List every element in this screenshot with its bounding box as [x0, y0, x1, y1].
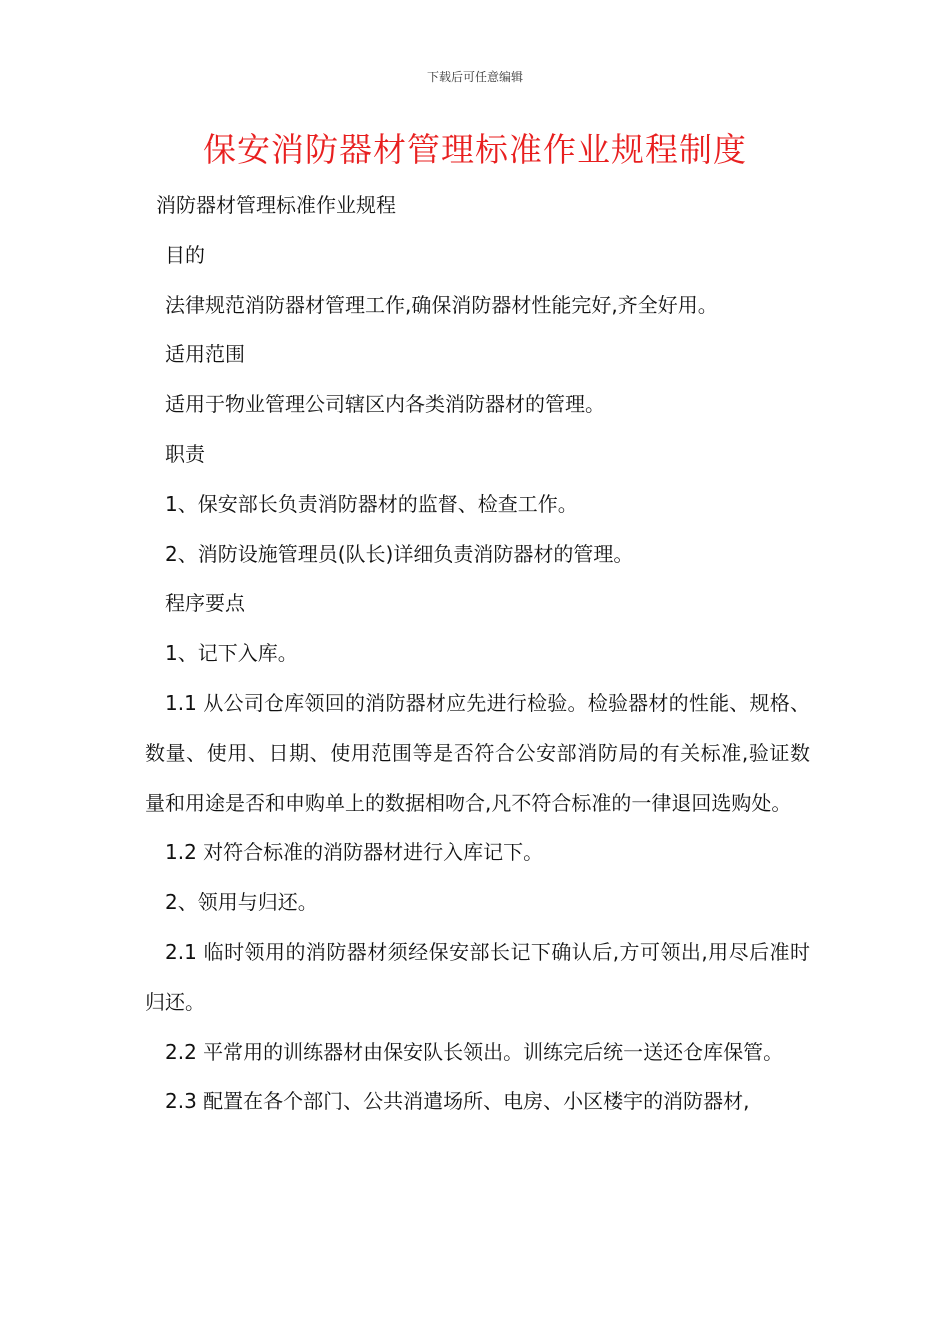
procedure-paragraph-1-2: 1.2 对符合标准的消防器材进行入库记下。	[165, 840, 544, 865]
procedure-paragraph-2-1: 2.1 临时领用的消防器材须经保安部长记下确认后,方可领出,用尽后准时归还。	[145, 939, 810, 1014]
duty-item: 1、保安部长负责消防器材的监督、检查工作。	[165, 491, 578, 516]
section-heading-scope: 适用范围	[165, 342, 245, 367]
document-title: 保安消防器材管理标准作业规程制度	[203, 130, 747, 169]
procedure-paragraph-1-1: 1.1 从公司仓库领回的消防器材应先进行检验。检验器材的性能、规格、数量、使用、日期、使用范围等是否符合公安部消防局的有关标准,验证数量和用途是否和申购单上的数据相吻合,凡不符合标准的一律退回选购处。	[145, 690, 810, 815]
section-heading-purpose: 目的	[165, 242, 205, 267]
section-heading-procedure: 程序要点	[165, 591, 245, 616]
duty-item: 2、消防设施管理员(队长)详细负责消防器材的管理。	[165, 541, 634, 566]
procedure-paragraph-2-3: 2.3 配置在各个部门、公共消遣场所、电房、小区楼宇的消防器材,	[165, 1089, 750, 1114]
procedure-paragraph-2-2: 2.2 平常用的训练器材由保安队长领出。训练完后统一送还仓库保管。	[165, 1039, 784, 1064]
procedure-step-2: 2、领用与归还。	[165, 890, 318, 915]
document-subtitle: 消防器材管理标准作业规程	[156, 193, 396, 217]
scope-text: 适用于物业管理公司辖区内各类消防器材的管理。	[165, 392, 605, 417]
document-body	[145, 181, 810, 1127]
procedure-step-1: 1、记下入库。	[165, 641, 298, 666]
section-heading-duties: 职责	[165, 441, 205, 466]
purpose-text: 法律规范消防器材管理工作,确保消防器材性能完好,齐全好用。	[165, 292, 718, 317]
header-note: 下载后可任意编辑	[426, 70, 523, 84]
